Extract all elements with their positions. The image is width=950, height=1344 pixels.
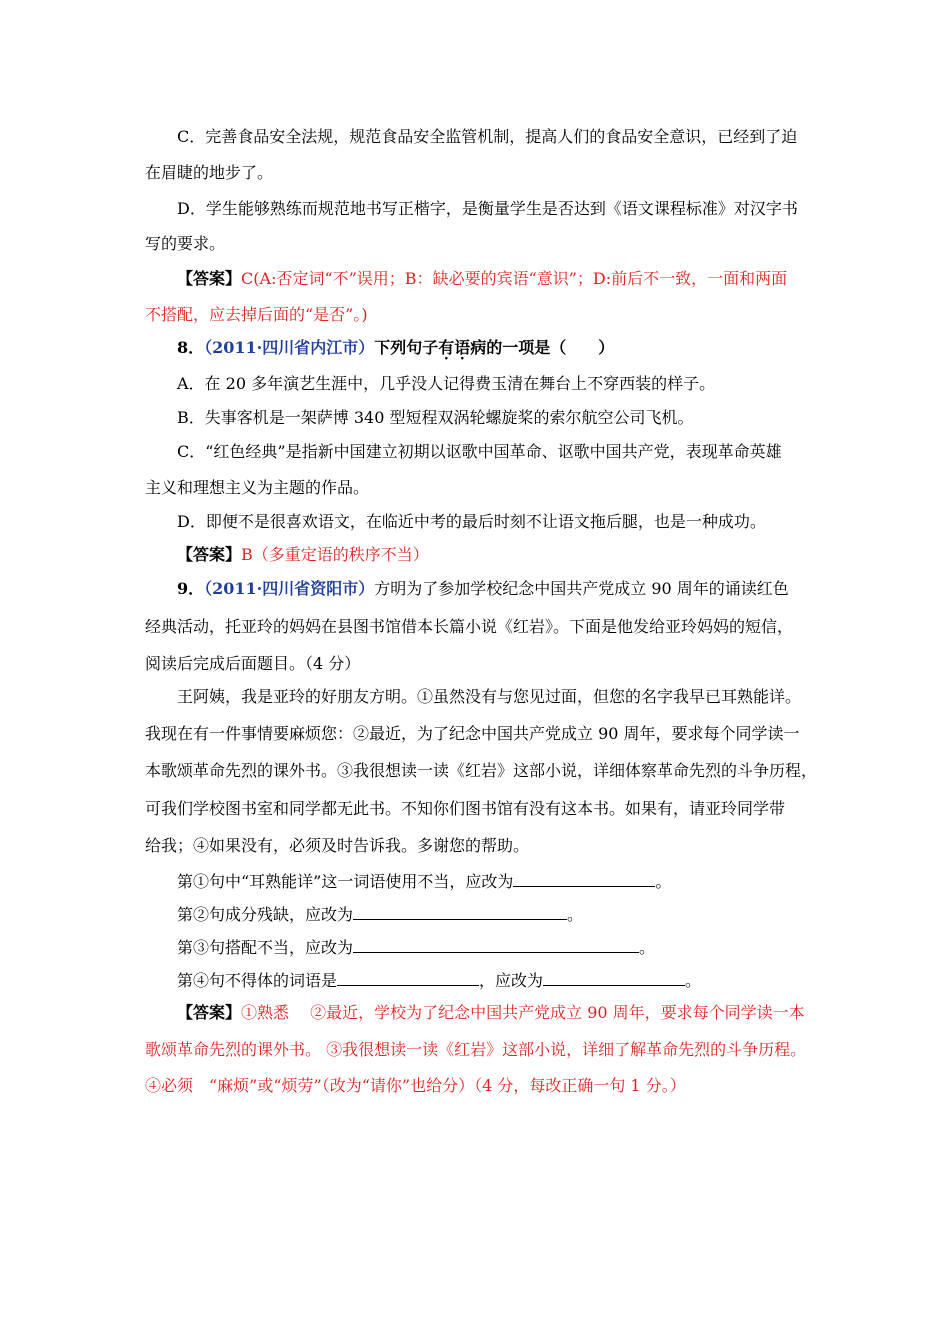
q9-task-3 [177, 936, 655, 958]
q9-answer-line3: ④必须 “麻烦”或“烦劳”（改为“请你”也给分）（4 分，每改正确一句 1 分。） [145, 1076, 686, 1095]
period: 。 [685, 971, 702, 990]
q8-option-d: D．即便不是很喜欢语文，在临近中考的最后时刻不让语文拖后腿，也是一种成功。 [177, 512, 766, 531]
answer-blank-2[interactable] [353, 903, 567, 920]
q8-option-b: B．失事客机是一架萨博 340 型短程双涡轮螺旋桨的索尔航空公司飞机。 [177, 408, 694, 427]
q8-number: 8． [177, 338, 205, 357]
q9-stem-text: 方明为了参加学校纪念中国共产党成立 90 周年的诵读红色 [374, 579, 789, 598]
q8-option-c-line1: C．“红色经典”是指新中国建立初期以讴歌中国革命、讴歌中国共产党，表现革命英雄 [177, 442, 782, 461]
q9-message-line3: 本歌颂革命先烈的课外书。③我很想读一读《红岩》这部小说，详细体察革命先烈的斗争历程， [145, 761, 818, 780]
q9-task-4-text-b: ，应改为 [479, 971, 544, 990]
q9-task-1 [177, 870, 671, 892]
q8-answer [177, 545, 429, 565]
q9-task-2-text: 第②句成分残缺，应改为 [177, 905, 354, 924]
q7-answer-text: C(A:否定词“不”误用；B：缺必要的宾语“意识”；D:前后不一致，一面和两面 [241, 269, 788, 288]
q7-option-c-line1: C．完善食品安全法规，规范食品安全监管机制，提高人们的食品安全意识，已经到了迫 [177, 127, 798, 146]
period: 。 [567, 905, 584, 924]
answer-label: 【答案】 [177, 545, 242, 564]
q9-task-2 [177, 903, 583, 925]
answer-label: 【答案】 [177, 269, 242, 288]
q8-option-a: A．在 20 多年演艺生涯中，几乎没人记得费玉清在舞台上不穿西装的样子。 [177, 374, 716, 393]
q9-answer-text: ①熟悉 ②最近，学校为了纪念中国共产党成立 90 周年，要求每个同学读一本 [241, 1003, 805, 1022]
q9-message-line5: 给我；④如果没有，必须及时告诉我。多谢您的帮助。 [145, 836, 530, 855]
q8-option-c-line2: 主义和理想主义为主题的作品。 [145, 478, 370, 497]
q7-answer-line1 [177, 269, 787, 289]
q9-message-line2: 我现在有一件事情要麻烦您：②最近，为了纪念中国共产党成立 90 周年，要求每个同学读一 [145, 724, 800, 743]
q9-task-1-text: 第①句中“耳熟能详”这一词语使用不当，应改为 [177, 872, 514, 891]
q9-source: （2011·四川省资阳市） [204, 579, 375, 598]
q9-task-3-text: 第③句搭配不当，应改为 [177, 938, 354, 957]
q9-task-4 [177, 969, 701, 991]
q8-emphasis-char-2: 语 [454, 338, 471, 357]
q9-answer-line1 [177, 1003, 805, 1023]
q8-source: （2011·四川省内江市） [204, 338, 375, 357]
period: 。 [639, 938, 656, 957]
answer-blank-1[interactable] [513, 870, 655, 887]
answer-blank-4b[interactable] [543, 969, 685, 986]
q9-answer-line2: 歌颂革命先烈的课外书。 ③我很想读一读《红岩》这部小说，详细了解革命先烈的斗争历程。 [145, 1040, 807, 1059]
q7-answer-line2: 不搭配，应去掉后面的“是否”。) [145, 305, 368, 324]
answer-blank-4a[interactable] [337, 969, 479, 986]
q7-option-d-line2: 写的要求。 [145, 234, 226, 253]
q9-message-line4: 可我们学校图书室和同学都无此书。不知你们图书馆有没有这本书。如果有，请亚玲同学带 [145, 799, 786, 818]
q9-stem-line2: 经典活动，托亚玲的妈妈在县图书馆借本长篇小说《红岩》。下面是他发给亚玲妈妈的短信， [145, 617, 794, 636]
answer-blank-3[interactable] [353, 936, 639, 953]
q8-stem-pre: 下列句子 [374, 338, 439, 357]
q9-stem-line3: 阅读后完成后面题目。（4 分） [145, 654, 361, 673]
q8-stem-post: 病的一项是（ ） [470, 338, 615, 357]
q7-option-d-line1: D．学生能够熟练而规范地书写正楷字，是衡量学生是否达到《语文课程标准》对汉字书 [177, 199, 798, 218]
period: 。 [655, 872, 672, 891]
q9-task-4-text: 第④句不得体的词语是 [177, 971, 338, 990]
q9-message-line1: 王阿姨，我是亚玲的好朋友方明。①虽然没有与您见过面，但您的名字我早已耳熟能详。 [177, 687, 802, 706]
answer-label: 【答案】 [177, 1003, 242, 1022]
q8-emphasis-char-1: 有 [438, 338, 455, 357]
q8-stem [177, 338, 614, 358]
q9-stem-line1 [177, 579, 789, 599]
q8-answer-text: B（多重定语的秩序不当） [241, 545, 429, 564]
q7-option-c-line2: 在眉睫的地步了。 [145, 163, 274, 182]
q9-number: 9． [177, 579, 205, 598]
